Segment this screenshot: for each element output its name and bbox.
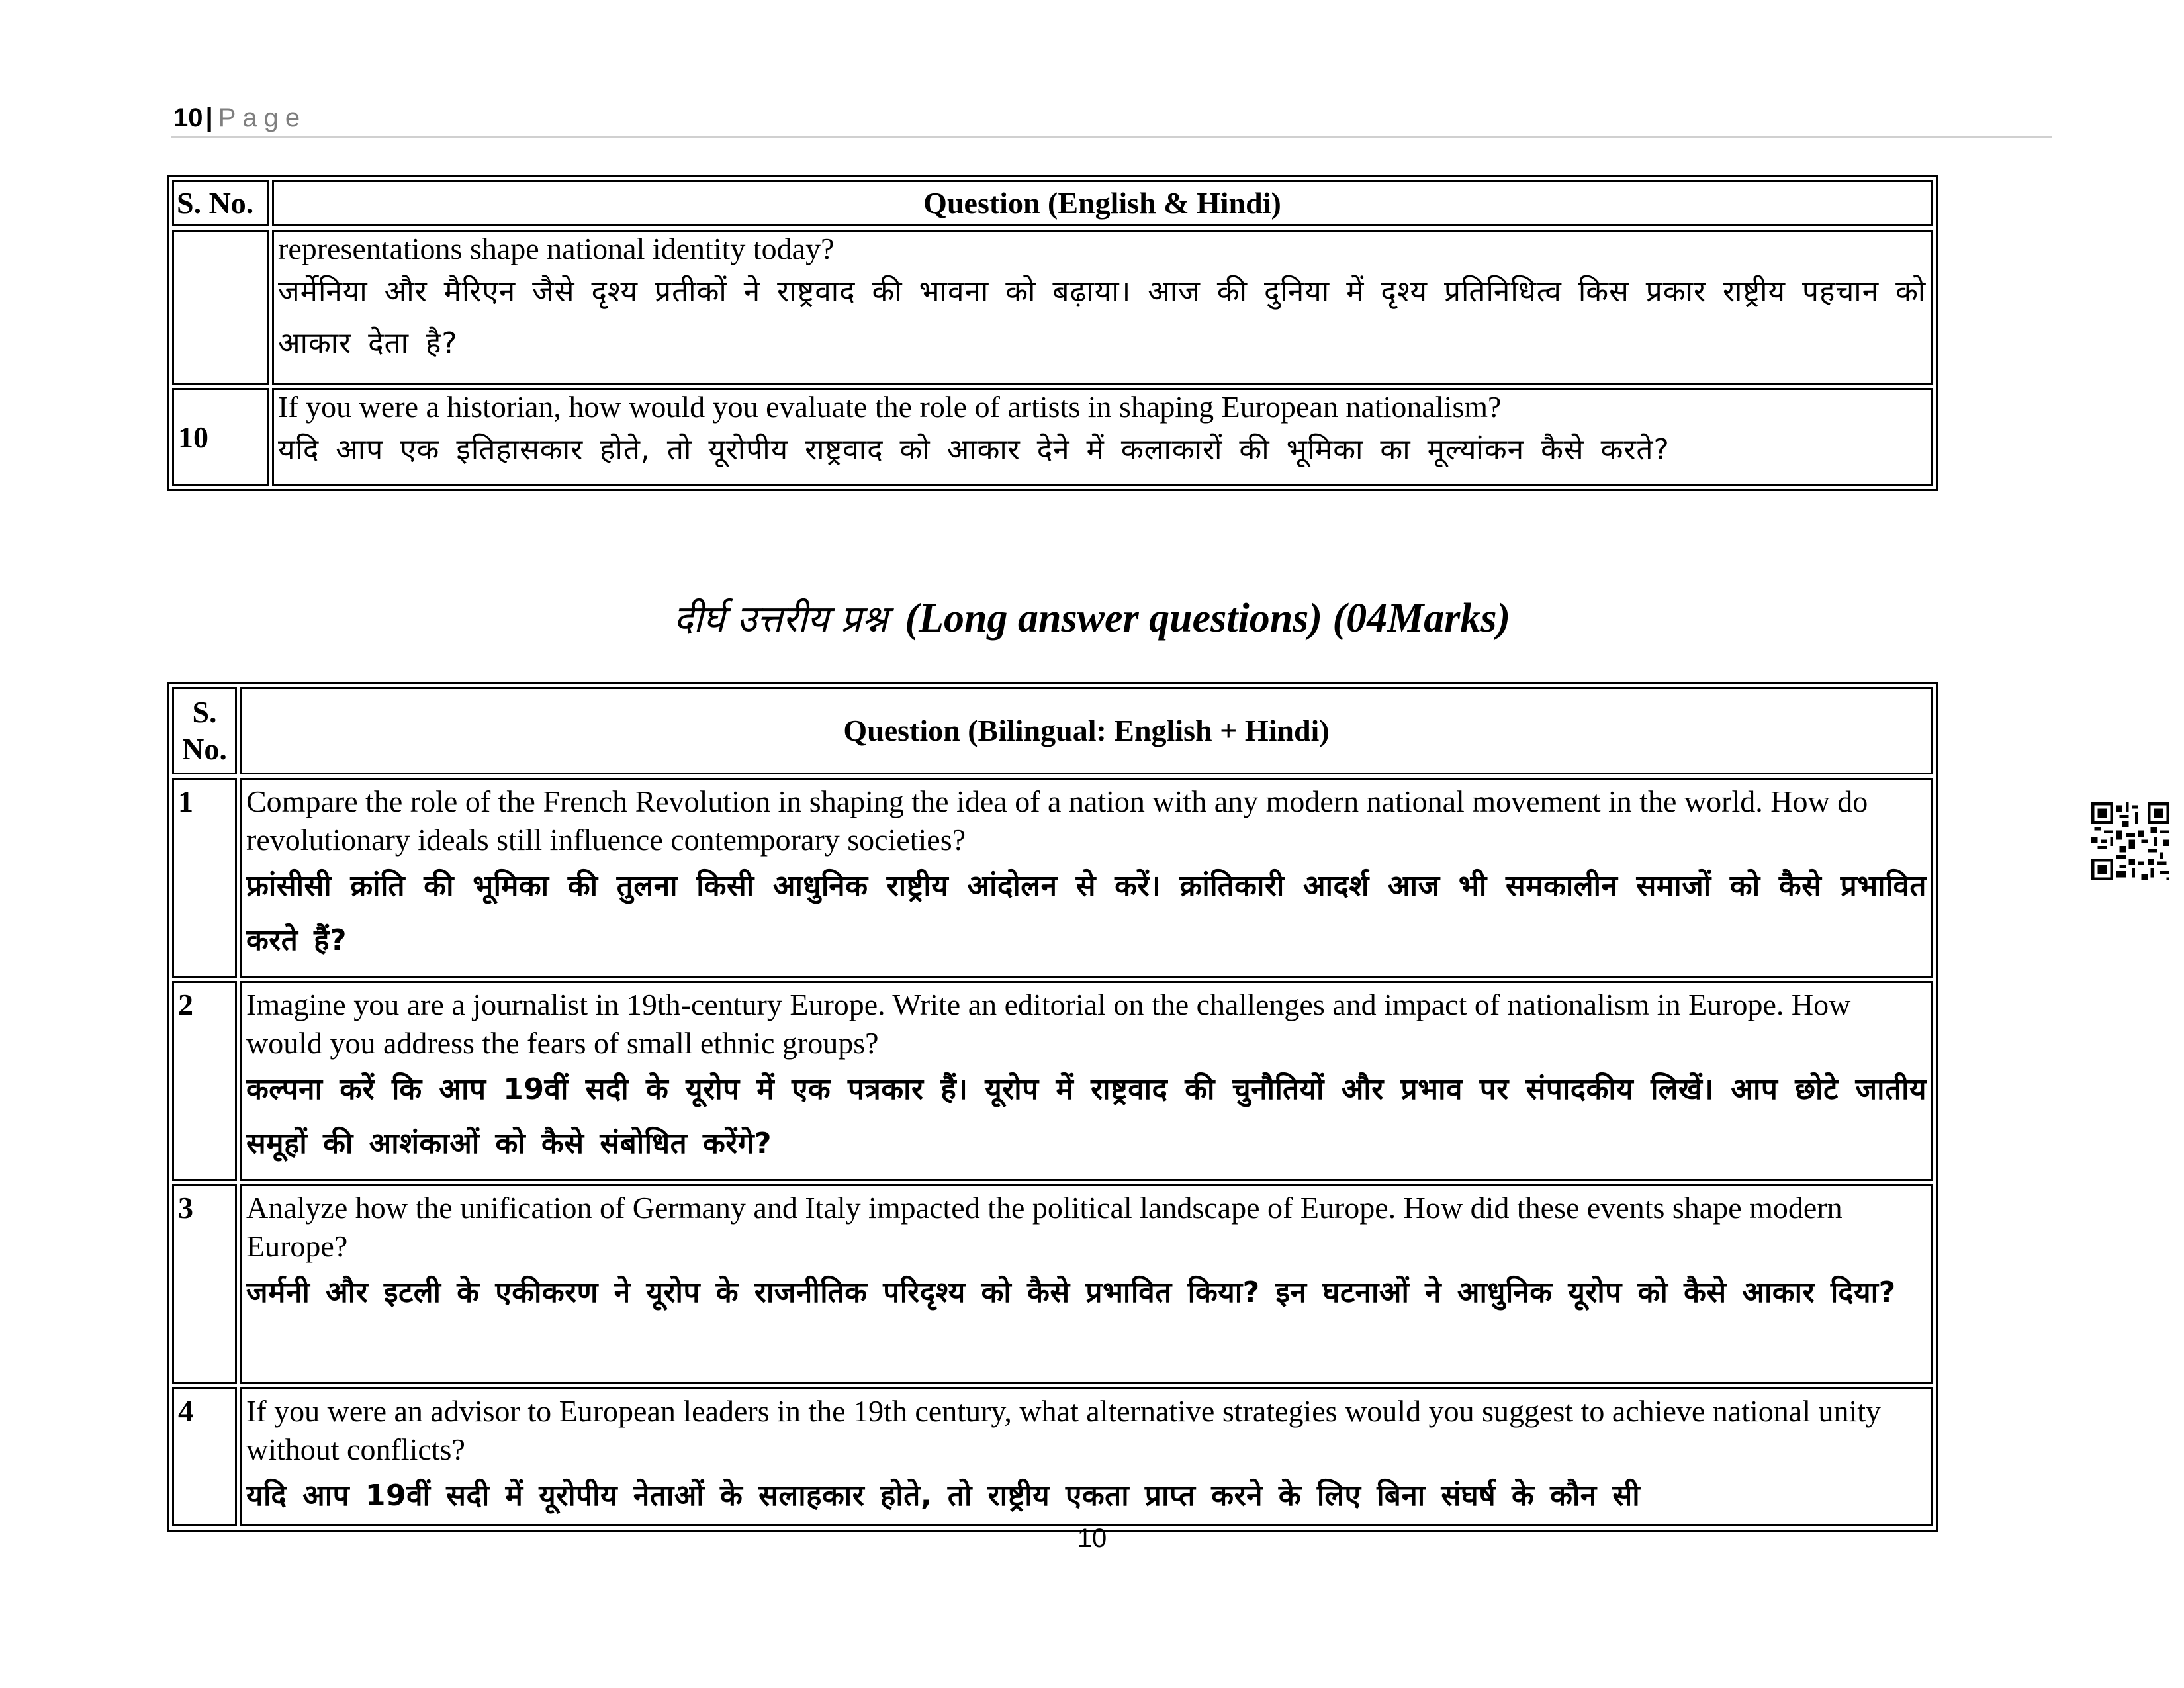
footer-page-number: 10 — [1077, 1524, 1107, 1553]
question-english: Analyze how the unification of Germany and Italy impacted the political landscape of Europe. How did these events shape modern Europe? — [246, 1191, 1843, 1263]
section-title-english: (Long answer questions) (04Marks) — [905, 596, 1511, 641]
row-question — [240, 981, 1933, 1181]
table-row — [172, 1184, 1933, 1384]
question-hindi: यदि आप एक इतिहासकार होते, तो यूरोपीय राष्ट्रवाद को आकार देने में कलाकारों की भूमिका का मूल्यांकन कैसे करते? — [278, 433, 1670, 467]
question-english: If you were an advisor to European leaders in the 19th century, what alternative strategies would you suggest to achieve national unity without conflicts? — [246, 1394, 1882, 1466]
question-hindi: जर्मनी और इटली के एकीकरण ने यूरोप के राजनीतिक परिदृश्य को कैसे प्रभावित किया? इन घटनाओं ने आधुनिक यूरोप को कैसे आकार दिया? — [246, 1276, 1896, 1309]
long-questions-table — [167, 682, 1938, 1532]
question-english: representations shape national identity today? — [278, 232, 835, 265]
page-header — [173, 98, 306, 138]
column-header-question: Question (Bilingual: English + Hindi) — [240, 687, 1933, 774]
header-page-word: Page — [218, 103, 307, 132]
column-header-question: Question (English & Hindi) — [272, 180, 1933, 226]
column-header-sno: S. No. — [172, 180, 269, 226]
question-hindi: कल्पना करें कि आप 19वीं सदी के यूरोप में एक पत्रकार हैं। यूरोप में राष्ट्रवाद की चुनौतियों और प्रभाव पर संपादकीय लिखें। आप छोटे जातीय समूहों की आशंकाओं को कैसे संबोधित करेंगे? — [246, 1072, 1927, 1160]
row-question — [240, 778, 1933, 978]
question-english: Imagine you are a journalist in 19th-century Europe. Write an editorial on the challenges and impact of nationalism in Europe. How would you address the fears of small ethnic groups? — [246, 988, 1851, 1060]
row-sno: 3 — [172, 1184, 237, 1384]
row-sno: 10 — [172, 388, 269, 486]
row-question — [240, 1184, 1933, 1384]
row-question — [272, 230, 1933, 385]
question-english: If you were a historian, how would you evaluate the role of artists in shaping European nationalism? — [278, 390, 1502, 424]
section-title-hindi: दीर्घ उत्तरीय प्रश्न — [673, 598, 888, 641]
question-hindi: फ्रांसीसी क्रांति की भूमिका की तुलना किसी आधुनिक राष्ट्रीय आंदोलन से करें। क्रांतिकारी आदर्श आज भी समकालीन समाजों को कैसे प्रभावित करते हैं? — [246, 869, 1927, 957]
table-row — [172, 778, 1933, 978]
question-english: Compare the role of the French Revolution in shaping the idea of a nation with any modern national movement in the world. How do revolutionary ideals still influence contemporary societies? — [246, 784, 1868, 857]
row-sno: 1 — [172, 778, 237, 978]
question-hindi: जर्मेनिया और मैरिएन जैसे दृश्य प्रतीकों ने राष्ट्रवाद की भावना को बढ़ाया। आज की दुनिया में दृश्य प्रतिनिधित्व किस प्रकार राष्ट्रीय पहचान को आकार देता है? — [278, 275, 1927, 360]
header-page-number: 10 — [173, 103, 203, 132]
row-question — [240, 1387, 1933, 1526]
table-row — [172, 230, 1933, 385]
short-questions-table — [167, 175, 1938, 491]
row-question — [272, 388, 1933, 486]
table-row — [172, 981, 1933, 1181]
section-title — [0, 592, 2184, 643]
row-sno: 4 — [172, 1387, 237, 1526]
table-row — [172, 388, 1933, 486]
row-sno — [172, 230, 269, 385]
table-row — [172, 1387, 1933, 1526]
table-header-row — [172, 180, 1933, 226]
question-hindi: यदि आप 19वीं सदी में यूरोपीय नेताओं के सलाहकार होते, तो राष्ट्रीय एकता प्राप्त करने के लिए बिना संघर्ष के कौन सी — [246, 1479, 1641, 1513]
header-divider — [171, 136, 2052, 138]
qr-code-icon — [2091, 802, 2169, 880]
row-sno: 2 — [172, 981, 237, 1181]
header-separator: | — [205, 103, 213, 132]
column-header-sno: S. No. — [172, 687, 237, 774]
table-header-row — [172, 687, 1933, 774]
